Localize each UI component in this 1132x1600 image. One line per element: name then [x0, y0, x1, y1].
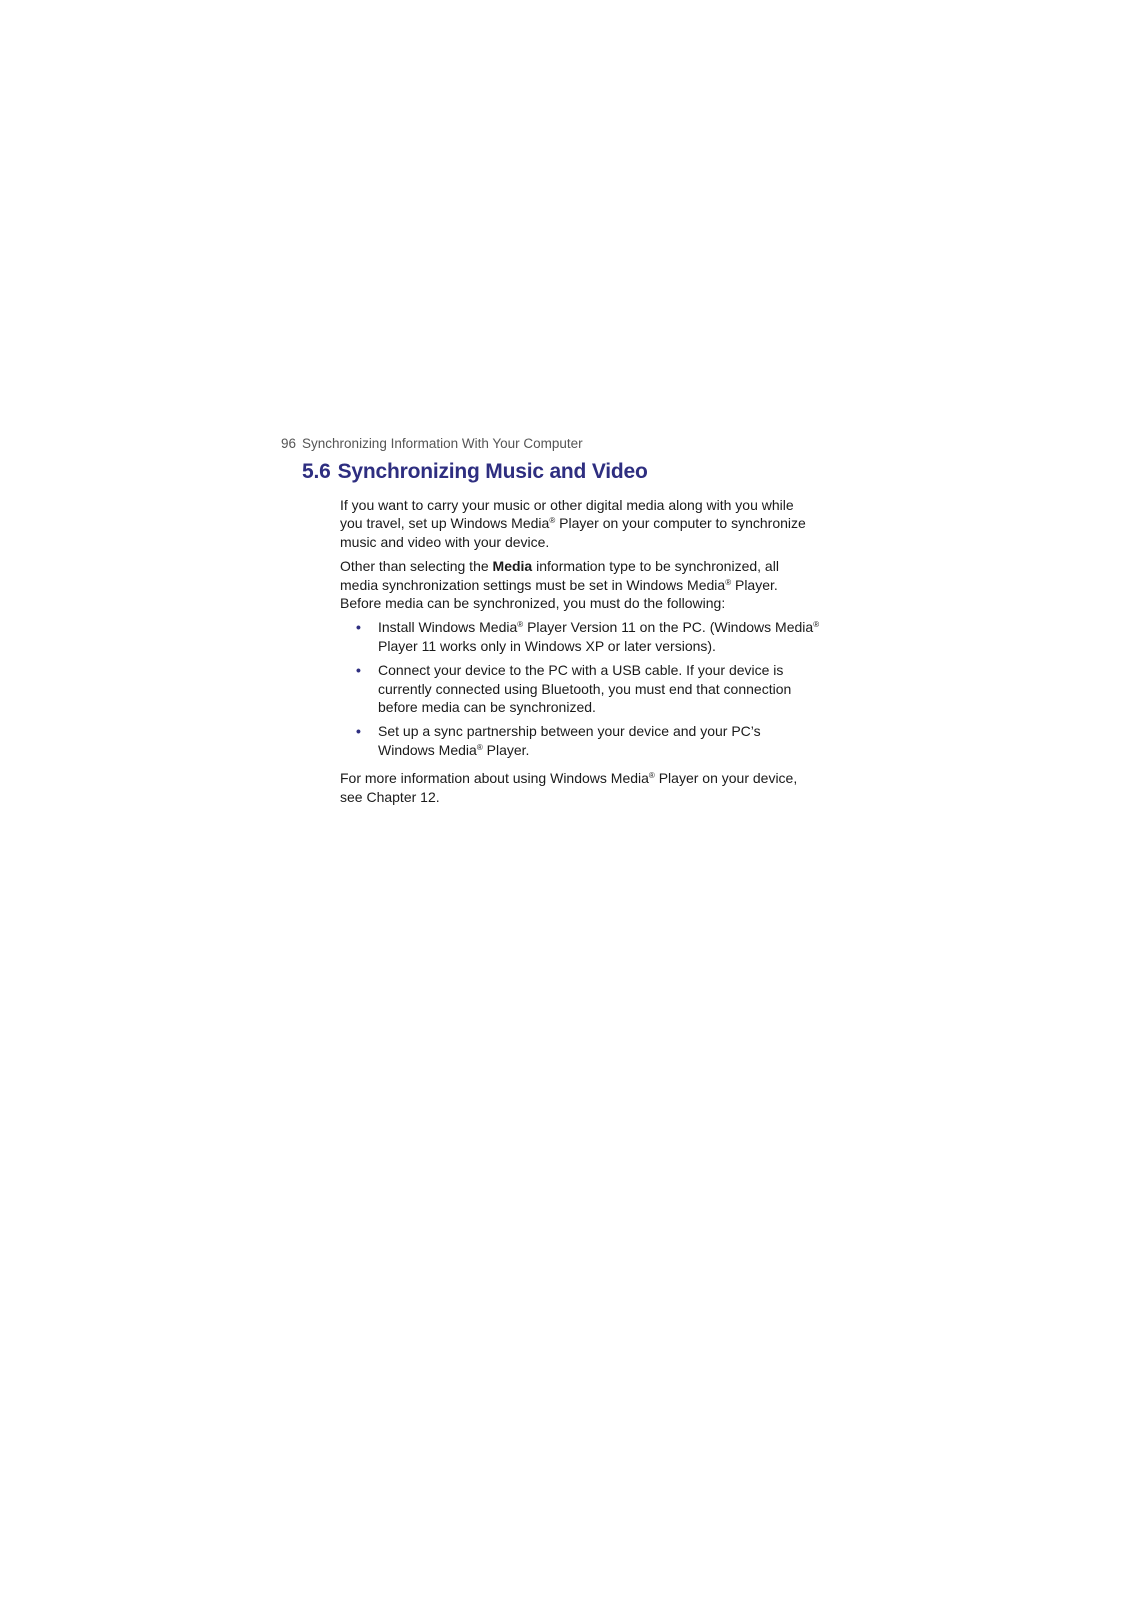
list-item-text-1: Set up a sync partnership between your device and your PC’s Windows Media: [378, 723, 761, 758]
media-keyword: Media: [492, 558, 533, 575]
registered-mark: ®: [476, 742, 483, 752]
media-paragraph-text-3: Player. Before media can be synchronized, you must do the following:: [340, 576, 778, 612]
intro-text-1: If you want to carry your music or other digital media along with you while you travel, set up Windows Media: [340, 497, 794, 532]
media-paragraph-text-2: information type to be synchronized, all media synchronization settings must be set in Windows Media: [340, 558, 779, 593]
media-paragraph-text-1: Other than selecting the: [340, 558, 493, 575]
section-body: [340, 496, 820, 812]
page-number: 96: [281, 436, 297, 451]
list-item-text: Connect your device to the PC with a USB cable. If your device is currently connected using Bluetooth, you must end that connection before media can be synchronized.: [378, 662, 792, 716]
bullet-icon: •: [356, 619, 361, 636]
section-title: [302, 460, 648, 484]
section-title-text: Synchronizing Music and Video: [337, 460, 648, 483]
list-item-text-2: Player.: [482, 741, 530, 758]
requirements-list: [340, 618, 820, 759]
list-item-text-1: Install Windows Media: [378, 619, 518, 636]
closing-text-2: Player on your device, see Chapter 12.: [340, 770, 798, 805]
closing-text-1: For more information about using Windows Media: [340, 770, 649, 787]
list-item: [356, 661, 820, 716]
media-paragraph: [340, 557, 820, 612]
list-item-text-2: Player Version 11 on the PC. (Windows Media: [523, 619, 814, 636]
intro-paragraph: [340, 496, 820, 551]
list-item: [356, 618, 820, 655]
closing-paragraph: [340, 769, 820, 806]
section-number: 5.6: [302, 460, 331, 483]
chapter-title: Synchronizing Information With Your Computer: [302, 436, 583, 451]
registered-mark: ®: [725, 577, 732, 587]
registered-mark: ®: [517, 620, 524, 630]
list-item-text-3: Player 11 works only in Windows XP or later versions).: [378, 637, 716, 654]
list-item: [356, 722, 820, 759]
registered-mark: ®: [813, 620, 820, 630]
bullet-icon: •: [356, 662, 361, 679]
running-header: [281, 436, 583, 451]
registered-mark: ®: [648, 771, 655, 781]
bullet-icon: •: [356, 723, 361, 740]
intro-text-2: Player on your computer to synchronize music and video with your device.: [340, 515, 806, 550]
registered-mark: ®: [549, 516, 556, 526]
